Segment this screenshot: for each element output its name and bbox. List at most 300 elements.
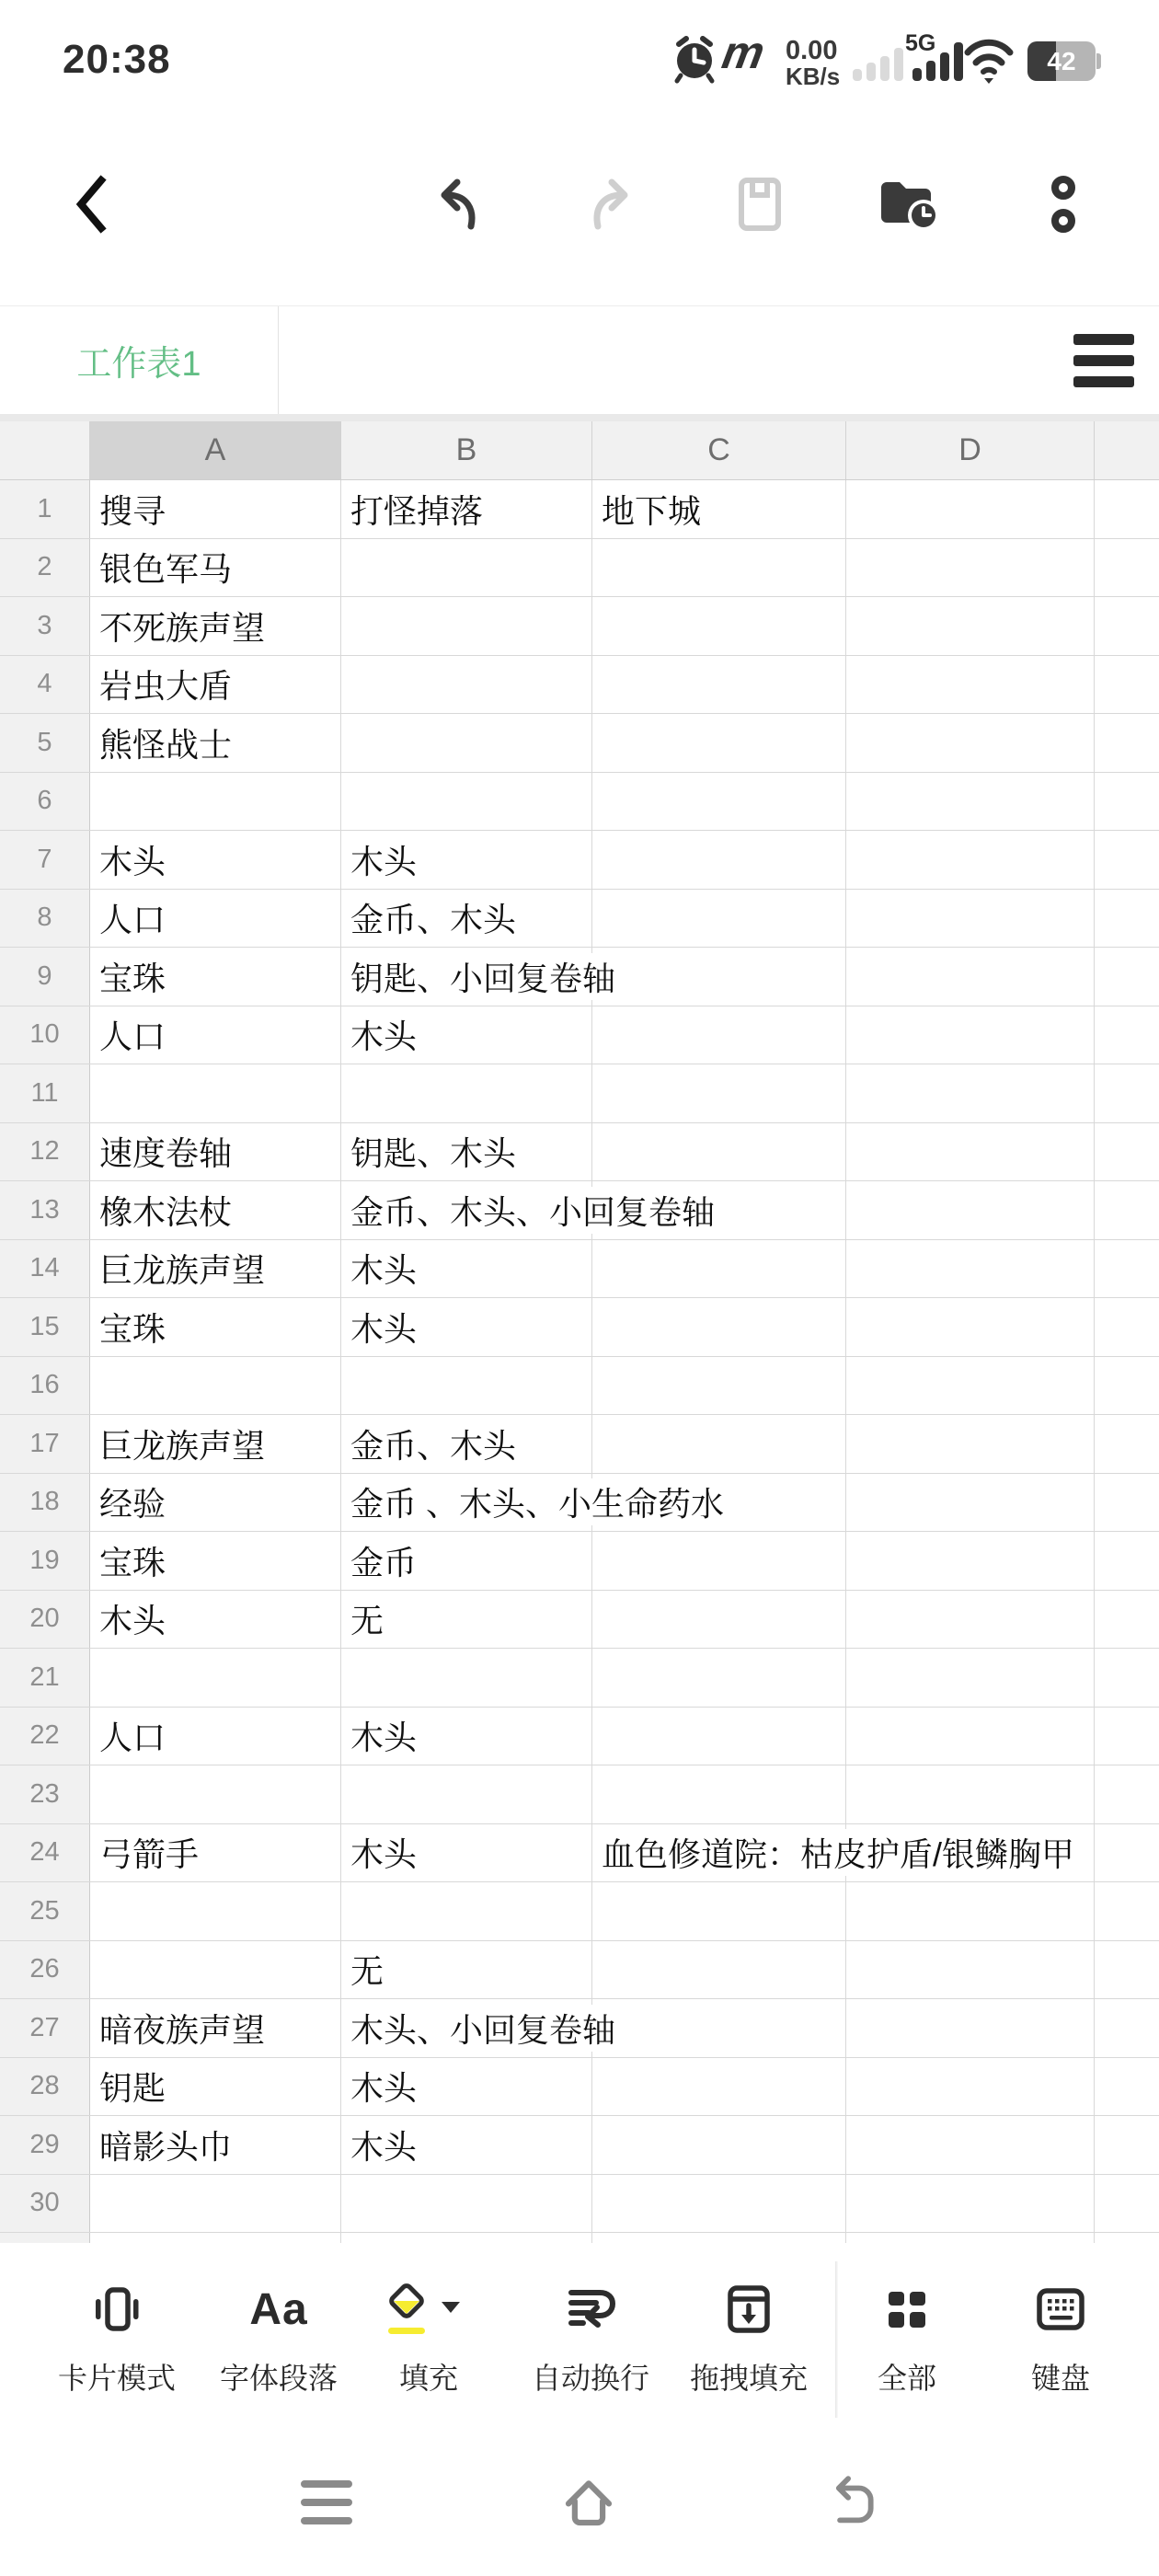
row-header-7[interactable]: 7 [0,831,90,889]
cell-D28[interactable] [846,2058,1095,2116]
cell-A21[interactable] [90,1649,341,1707]
cell-D9[interactable] [846,948,1095,1006]
sheet-row-29 [0,2116,1159,2175]
alarm-icon [671,35,717,91]
cell-A20[interactable] [90,1591,341,1649]
drag-fill-icon [721,2265,776,2353]
row-header-22[interactable]: 22 [0,1708,90,1765]
cell-B16[interactable] [341,1357,592,1415]
row-header-5[interactable]: 5 [0,714,90,772]
fill-color-icon [381,2265,476,2353]
cell-D18[interactable] [846,1474,1095,1532]
file-history-button[interactable] [868,103,951,305]
cell-B17[interactable] [341,1415,592,1473]
save-button[interactable] [718,103,801,305]
cell-text: 弓箭手 [99,1835,200,1874]
cell-C2[interactable] [592,539,846,597]
cell-text: 岩虫大盾 [99,667,233,706]
cell-A27[interactable] [90,1999,341,2057]
cell-text: 金币 、木头、小生命药水 [350,1478,729,1525]
sheet-row-23 [0,1765,1159,1824]
cell-A5[interactable] [90,714,341,772]
font-paragraph-button[interactable]: Aa 字体段落 [187,2265,371,2398]
row-header-4[interactable]: 4 [0,656,90,714]
cell-C8[interactable] [592,890,846,948]
row-header-18[interactable]: 18 [0,1474,90,1532]
back-button[interactable] [51,103,133,305]
recents-icon [301,2480,352,2524]
sheet-row-21 [0,1649,1159,1708]
cell-C15[interactable] [592,1298,846,1356]
cell-E28[interactable] [1095,2058,1159,2116]
cell-E11[interactable] [1095,1064,1159,1122]
cell-C14[interactable] [592,1240,846,1298]
cell-B13[interactable] [341,1181,716,1239]
sim2-signal-icon [912,42,963,81]
cell-text: 木头 [350,1719,418,1757]
cell-A3[interactable] [90,597,341,655]
cell-D13[interactable] [846,1181,1095,1239]
cell-D14[interactable] [846,1240,1095,1298]
cell-A2[interactable] [90,539,341,597]
cell-B2[interactable] [341,539,592,597]
cell-B14[interactable] [341,1240,592,1298]
cell-A13[interactable] [90,1181,341,1239]
sheet-row-6 [0,773,1159,832]
cell-D11[interactable] [846,1064,1095,1122]
cell-E3[interactable] [1095,597,1159,655]
cell-text: 打怪掉落 [350,491,484,530]
cell-A15[interactable] [90,1298,341,1356]
cell-A19[interactable] [90,1532,341,1590]
cell-C5[interactable] [592,714,846,772]
row-header-10[interactable]: 10 [0,1006,90,1064]
cell-A23[interactable] [90,1765,341,1823]
cell-D6[interactable] [846,773,1095,831]
cell-C26[interactable] [592,1941,846,1999]
cell-C6[interactable] [592,773,846,831]
battery-percent: 42 [1047,46,1076,75]
select-all-corner[interactable] [0,421,90,479]
cell-E5[interactable] [1095,714,1159,772]
cell-E14[interactable] [1095,1240,1159,1298]
sheet-row-19 [0,1532,1159,1591]
cell-B3[interactable] [341,597,592,655]
cell-text: 熊怪战士 [99,725,233,764]
sheet-menu-icon [1073,334,1134,345]
sheet-row-17 [0,1415,1159,1474]
cell-B1[interactable] [341,480,592,538]
row-header-15[interactable]: 15 [0,1298,90,1356]
row-header-21[interactable]: 21 [0,1649,90,1707]
cell-A4[interactable] [90,656,341,714]
cell-E24[interactable] [1095,1824,1159,1882]
sheet-row-7 [0,831,1159,890]
cell-E29[interactable] [1095,2116,1159,2174]
cell-D29[interactable] [846,2116,1095,2174]
cell-A8[interactable] [90,890,341,948]
cell-D20[interactable] [846,1591,1095,1649]
row-header-30[interactable]: 30 [0,2175,90,2233]
cell-B8[interactable] [341,890,592,948]
cell-D30[interactable] [846,2175,1095,2233]
cell-B6[interactable] [341,773,592,831]
keyboard-icon [1033,2265,1088,2353]
sheet-row-3 [0,597,1159,656]
cell-text: 木头 [350,842,418,880]
cell-B4[interactable] [341,656,592,714]
cell-B15[interactable] [341,1298,592,1356]
network-speed [786,37,840,90]
cell-C23[interactable] [592,1765,846,1823]
cell-E30[interactable] [1095,2175,1159,2233]
cell-D3[interactable] [846,597,1095,655]
sheet-row-2 [0,539,1159,598]
cell-E20[interactable] [1095,1591,1159,1649]
cell-D15[interactable] [846,1298,1095,1356]
row-header-1[interactable]: 1 [0,480,90,538]
cell-E16[interactable] [1095,1357,1159,1415]
cell-B19[interactable] [341,1532,592,1590]
sheet-row-20 [0,1591,1159,1650]
drag-fill-button[interactable]: 拖拽填充 [657,2265,841,2398]
cell-E27[interactable] [1095,1999,1159,2057]
cell-text: 银色军马 [99,550,233,589]
cell-text: 暗夜族声望 [99,2010,266,2049]
battery-icon [1027,41,1096,81]
cell-C30[interactable] [592,2175,846,2233]
cell-A12[interactable] [90,1123,341,1181]
card-mode-icon [89,2265,144,2353]
sheet-row-24 [0,1824,1159,1883]
cell-E10[interactable] [1095,1006,1159,1064]
cell-E9[interactable] [1095,948,1159,1006]
row-header-27[interactable]: 27 [0,1999,90,2057]
more-icon [1048,173,1079,236]
row-header-20[interactable]: 20 [0,1591,90,1649]
battery-nub [1096,53,1101,69]
cell-B21[interactable] [341,1649,592,1707]
column-header-B[interactable]: B [341,421,592,479]
row-header-3[interactable]: 3 [0,597,90,655]
cell-text: 橡木法杖 [99,1192,233,1231]
row-header-29[interactable]: 29 [0,2116,90,2174]
sheet-tab-label: 工作表1 [76,345,201,384]
cell-C7[interactable] [592,831,846,889]
cell-D22[interactable] [846,1708,1095,1765]
cell-E19[interactable] [1095,1532,1159,1590]
column-header-E-partial[interactable] [1095,421,1159,479]
row-header-19[interactable]: 19 [0,1532,90,1590]
cell-text: 不死族声望 [99,608,266,647]
cell-C27[interactable] [592,1999,846,2057]
sheet-row-22 [0,1708,1159,1766]
cell-text: 木头 [350,1835,418,1874]
dropdown-arrow-icon [442,2302,460,2313]
cell-B29[interactable] [341,2116,592,2174]
card-mode-button[interactable]: 卡片模式 [25,2265,209,2398]
sheet-tab-bar [0,306,1159,415]
cell-A28[interactable] [90,2058,341,2116]
cell-C20[interactable] [592,1591,846,1649]
cell-C21[interactable] [592,1649,846,1707]
cell-text: 搜寻 [99,491,166,530]
cell-D5[interactable] [846,714,1095,772]
more-button[interactable] [1022,103,1105,305]
cell-text: 暗影头巾 [99,2127,233,2166]
fill-button[interactable]: 填充 [337,2265,521,2398]
cell-C4[interactable] [592,656,846,714]
sim1-signal-icon [853,48,903,81]
cell-A11[interactable] [90,1064,341,1122]
sheet-row-12 [0,1123,1159,1182]
sheet-row-8 [0,890,1159,949]
cell-C9[interactable] [592,948,846,1006]
network-speed-unit: KB/s [786,63,841,91]
cell-text: 金币、木头 [350,1426,517,1465]
cell-text: 木头 [350,1309,418,1348]
sheet-row-10 [0,1006,1159,1065]
cell-D4[interactable] [846,656,1095,714]
column-header-C[interactable]: C [592,421,846,479]
cell-C25[interactable] [592,1882,846,1940]
cell-A26[interactable] [90,1941,341,1999]
cell-B7[interactable] [341,831,592,889]
cell-D7[interactable] [846,831,1095,889]
cell-text: 金币、木头 [350,901,517,939]
cell-text: 钥匙、小回复卷轴 [350,953,620,1000]
cell-C12[interactable] [592,1123,846,1181]
cell-text: 人口 [99,901,166,939]
cell-B22[interactable] [341,1708,592,1765]
cell-A30[interactable] [90,2175,341,2233]
cell-text: 无 [350,1952,384,1991]
cell-E26[interactable] [1095,1941,1159,1999]
back-nav-icon [823,2474,880,2531]
cell-D26[interactable] [846,1941,1095,1999]
cell-A18[interactable] [90,1474,341,1532]
cell-text: 木头、小回复卷轴 [350,2005,620,2052]
row-header-23[interactable]: 23 [0,1765,90,1823]
cell-A25[interactable] [90,1882,341,1940]
cell-D2[interactable] [846,539,1095,597]
redo-button[interactable] [570,103,653,305]
row-header-25[interactable]: 25 [0,1882,90,1940]
cell-B18[interactable] [341,1474,725,1532]
all-tools-button[interactable]: 全部 [815,2265,999,2398]
cell-B23[interactable] [341,1765,592,1823]
network-operator-m-icon: m [718,27,769,78]
wifi-icon [962,37,1016,89]
cell-C19[interactable] [592,1532,846,1590]
cell-text: 金币、木头、小回复卷轴 [350,1187,719,1234]
cell-C24[interactable] [592,1824,1075,1882]
sheet-row-18 [0,1474,1159,1533]
cell-text: 金币 [350,1543,418,1581]
cell-C1[interactable] [592,480,846,538]
row-header-14[interactable]: 14 [0,1240,90,1298]
cell-C3[interactable] [592,597,846,655]
cell-E22[interactable] [1095,1708,1159,1765]
sheet-row-13 [0,1181,1159,1240]
cell-E13[interactable] [1095,1181,1159,1239]
cell-D16[interactable] [846,1357,1095,1415]
nav-back-button[interactable] [787,2429,916,2576]
cell-text: 速度卷轴 [99,1134,233,1173]
undo-icon [429,175,486,234]
cell-B12[interactable] [341,1123,592,1181]
cell-E6[interactable] [1095,773,1159,831]
keyboard-button[interactable]: 键盘 [969,2265,1153,2398]
cell-E17[interactable] [1095,1415,1159,1473]
network-speed-value: 0.00 [786,36,838,65]
cell-E7[interactable] [1095,831,1159,889]
cell-C22[interactable] [592,1708,846,1765]
grid-top-strip [0,414,1159,421]
cell-text: 宝珠 [99,959,166,997]
cell-A17[interactable] [90,1415,341,1473]
cell-C29[interactable] [592,2116,846,2174]
cell-D1[interactable] [846,480,1095,538]
cell-C28[interactable] [592,2058,846,2116]
cell-E4[interactable] [1095,656,1159,714]
cell-B25[interactable] [341,1882,592,1940]
column-header-D[interactable]: D [846,421,1095,479]
cell-D10[interactable] [846,1006,1095,1064]
cell-D12[interactable] [846,1123,1095,1181]
row-header-13[interactable]: 13 [0,1181,90,1239]
cell-text: 木头 [350,2127,418,2166]
cell-E25[interactable] [1095,1882,1159,1940]
cell-A16[interactable] [90,1357,341,1415]
word-wrap-button[interactable]: 自动换行 [499,2265,683,2398]
row-header-26[interactable]: 26 [0,1941,90,1999]
sheet-menu-button[interactable] [1049,306,1159,414]
cell-A29[interactable] [90,2116,341,2174]
cell-E23[interactable] [1095,1765,1159,1823]
cell-D17[interactable] [846,1415,1095,1473]
cell-text: 无 [350,1602,384,1640]
row-header-24[interactable]: 24 [0,1824,90,1882]
cell-E18[interactable] [1095,1474,1159,1532]
cell-A6[interactable] [90,773,341,831]
cell-A9[interactable] [90,948,341,1006]
edit-toolbar [0,103,1159,306]
cell-B27[interactable] [341,1999,616,2057]
cell-text: 钥匙 [99,2069,166,2108]
cell-E15[interactable] [1095,1298,1159,1356]
cell-A10[interactable] [90,1006,341,1064]
row-header-2[interactable]: 2 [0,539,90,597]
word-wrap-icon [563,2265,618,2353]
cell-text: 地下城 [602,491,702,530]
row-header-17[interactable]: 17 [0,1415,90,1473]
cell-text: 人口 [99,1719,166,1757]
nav-home-button[interactable] [524,2429,653,2576]
cell-D8[interactable] [846,890,1095,948]
sheet-row-9 [0,948,1159,1006]
status-bar [0,0,1159,103]
cell-text: 木头 [350,1018,418,1056]
cell-C16[interactable] [592,1357,846,1415]
cell-text: 钥匙、木头 [350,1134,517,1173]
cell-B10[interactable] [341,1006,592,1064]
row-header-11[interactable]: 11 [0,1064,90,1122]
format-toolbar [0,2243,1159,2429]
cell-C17[interactable] [592,1415,846,1473]
nav-recents-button[interactable] [262,2429,391,2576]
sheet-row-28 [0,2058,1159,2117]
cell-C11[interactable] [592,1064,846,1122]
column-header-row [0,421,1159,480]
row-header-6[interactable]: 6 [0,773,90,831]
cell-text: 木头 [99,842,166,880]
cell-D23[interactable] [846,1765,1095,1823]
cell-B26[interactable] [341,1941,592,1999]
cell-E12[interactable] [1095,1123,1159,1181]
cell-E1[interactable] [1095,480,1159,538]
back-icon [66,173,118,236]
cell-E2[interactable] [1095,539,1159,597]
cell-B24[interactable] [341,1824,592,1882]
undo-button[interactable] [416,103,499,305]
cell-B28[interactable] [341,2058,592,2116]
cell-D19[interactable] [846,1532,1095,1590]
cell-text: 血色修道院：枯皮护盾/银鳞胸甲 [602,1829,1079,1876]
cell-D27[interactable] [846,1999,1095,2057]
android-nav-bar [0,2429,1159,2576]
cell-B30[interactable] [341,2175,592,2233]
clock-time: 20:38 [63,37,171,82]
row-header-9[interactable]: 9 [0,948,90,1006]
cell-A22[interactable] [90,1708,341,1765]
cell-A24[interactable] [90,1824,341,1882]
cell-C10[interactable] [592,1006,846,1064]
cell-B5[interactable] [341,714,592,772]
cell-A7[interactable] [90,831,341,889]
cell-B11[interactable] [341,1064,592,1122]
cell-E21[interactable] [1095,1649,1159,1707]
cell-A14[interactable] [90,1240,341,1298]
row-header-16[interactable]: 16 [0,1357,90,1415]
cell-D21[interactable] [846,1649,1095,1707]
sheet-row-25 [0,1882,1159,1941]
cell-B20[interactable] [341,1591,592,1649]
cell-text: 巨龙族声望 [99,1251,266,1290]
cell-D25[interactable] [846,1882,1095,1940]
sheet-row-1 [0,480,1159,539]
row-header-28[interactable]: 28 [0,2058,90,2116]
cell-text: 巨龙族声望 [99,1426,266,1465]
cell-text: 木头 [350,1251,418,1290]
cell-B9[interactable] [341,948,616,1006]
file-history-icon [876,175,944,234]
cell-text: 木头 [350,2069,418,2108]
row-header-8[interactable]: 8 [0,890,90,948]
font-paragraph-icon: Aa [249,2284,308,2334]
sheet-row-27 [0,1999,1159,2058]
row-header-12[interactable]: 12 [0,1123,90,1181]
cell-A1[interactable] [90,480,341,538]
sheet-tab-active[interactable] [0,306,279,414]
column-header-A[interactable]: A [90,421,341,479]
cell-text: 人口 [99,1018,166,1056]
sheet-grid [0,480,1159,2244]
redo-icon [583,175,640,234]
save-icon [734,175,786,234]
cell-E8[interactable] [1095,890,1159,948]
sheet-row-30 [0,2175,1159,2234]
